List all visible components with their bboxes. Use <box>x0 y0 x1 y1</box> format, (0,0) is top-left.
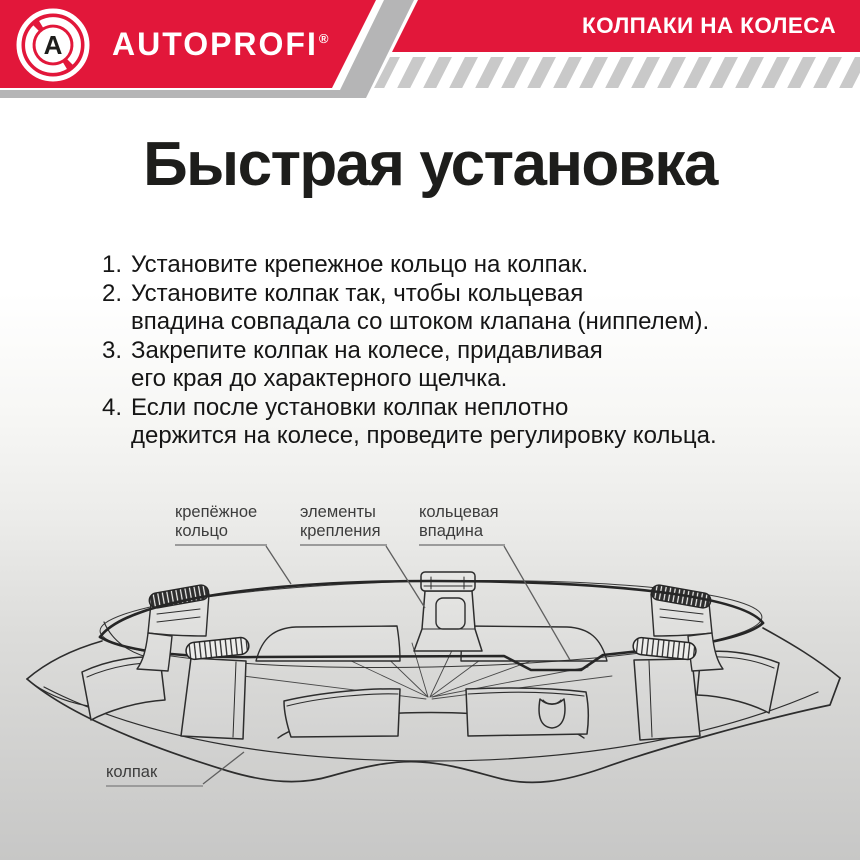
instruction-steps <box>102 251 717 451</box>
label-line: элементы <box>300 503 376 521</box>
logo-letter: A <box>43 30 63 60</box>
step-number: 3. <box>102 336 123 364</box>
label-line: колпак <box>106 763 158 781</box>
support-legs <box>181 658 700 740</box>
brand-wordmark <box>112 26 328 63</box>
page-title: Быстрая установка <box>143 130 717 199</box>
step-text: Установите колпак так, чтобы кольцевая <box>131 279 584 307</box>
wheel-cap-technical-drawing <box>27 572 840 782</box>
brand-name: AUTOPROFI <box>112 26 318 62</box>
label-line: впадина <box>419 521 484 540</box>
label-line: крепления <box>300 521 381 540</box>
label-mounting-ring <box>175 503 267 546</box>
valve-stem-recess <box>539 699 565 728</box>
step-line <box>102 365 717 394</box>
hatch-stripes-band <box>374 57 860 88</box>
step-line <box>102 422 717 451</box>
step-line <box>102 251 717 280</box>
leader-fastening-elements <box>386 546 425 608</box>
valve-clip <box>414 572 482 651</box>
autoprofi-logo-icon <box>19 11 87 79</box>
label-cap <box>106 763 203 787</box>
step-number: 2. <box>102 279 123 307</box>
step-line <box>102 337 717 366</box>
product-title: КОЛПАКИ НА КОЛЕСА <box>582 13 836 38</box>
step-text: Закрепите колпак на колесе, придавливая <box>131 336 603 364</box>
label-ring-recess <box>419 503 505 546</box>
step-text: Установите крепежное кольцо на колпак. <box>131 251 589 278</box>
step-text: впадина совпадала со штоком клапана (ниппелем). <box>131 308 710 335</box>
label-line: кольцевая <box>419 503 499 521</box>
step-line <box>102 394 717 423</box>
step-number <box>102 422 131 451</box>
leader-cap <box>203 752 244 784</box>
label-line: кольцо <box>175 521 228 540</box>
step-text: Если после установки колпак неплотно <box>131 393 569 421</box>
step-text: его края до характерного щелчка. <box>131 365 508 392</box>
leader-mounting-ring <box>266 546 291 584</box>
label-fastening-elements <box>300 503 387 546</box>
registered-trademark-symbol: ® <box>318 31 329 47</box>
label-line: крепёжное <box>175 503 258 521</box>
step-text: держится на колесе, проведите регулировку кольца. <box>131 422 717 449</box>
step-number <box>102 308 131 337</box>
step-number <box>102 365 131 394</box>
step-number: 1. <box>102 251 123 278</box>
step-line <box>102 308 717 337</box>
step-number: 4. <box>102 393 123 421</box>
step-line <box>102 280 717 309</box>
